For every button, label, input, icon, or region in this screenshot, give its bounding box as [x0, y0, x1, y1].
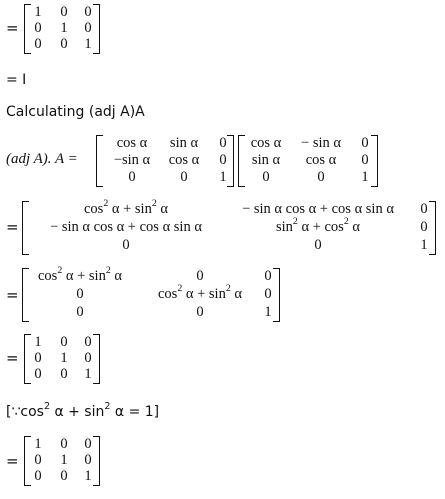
equals-sign: = — [6, 218, 19, 236]
matrix-cell: 0 — [60, 366, 68, 382]
matrix-cell: 0 — [128, 169, 136, 185]
matrix-cell: 0 — [34, 20, 42, 36]
equals-sign: = — [6, 19, 19, 37]
identity-note: [$\because\cos^2$ $\alpha + \sin^2 \alpha = 1$] — [6, 401, 160, 420]
matrix-cell: 1 — [60, 452, 68, 468]
matrix-cell: $\cos^2 \alpha + \sin^2 \alpha$ — [158, 283, 242, 302]
matrix-cell: $\cos^2 \alpha + \sin^2 \alpha$ — [38, 265, 122, 284]
equals-identity: = I — [6, 72, 27, 88]
matrix-cell: 0 — [76, 286, 84, 302]
matrix-cell: 1 — [420, 237, 428, 253]
matrix-cell: 0 — [314, 237, 322, 253]
matrix-cell: 0 — [84, 334, 92, 350]
matrix-cell: $\cos^2 \alpha + \sin^2 \alpha$ — [84, 198, 168, 217]
matrix-cell: cos α — [168, 152, 200, 168]
matrix-cell: 1 — [84, 468, 92, 484]
matrix-cell: 1 — [34, 436, 42, 452]
matrix-cell: 0 — [196, 268, 204, 284]
matrix-cell: 0 — [361, 152, 369, 168]
matrix-cell: 0 — [34, 350, 42, 366]
matrix-cell: 0 — [180, 169, 188, 185]
matrix-cell: 0 — [34, 366, 42, 382]
matrix-cell: 0 — [420, 201, 428, 217]
matrix-cell: 1 — [361, 169, 369, 185]
matrix-cell: −sin α — [113, 152, 151, 168]
matrix-cell: 0 — [34, 468, 42, 484]
a-matrix — [238, 135, 378, 187]
matrix-cell: 0 — [34, 452, 42, 468]
equals-sign: = — [6, 286, 19, 304]
matrix-cell: cos α — [116, 135, 148, 151]
section-heading: Calculating (adj A)A — [6, 104, 145, 120]
matrix-cell: 0 — [84, 4, 92, 20]
simplified-matrix — [22, 265, 280, 322]
matrix-cell: 0 — [60, 436, 68, 452]
matrix-cell: 0 — [122, 237, 130, 253]
matrix-cell: 1 — [34, 4, 42, 20]
equals-sign: = — [6, 452, 19, 470]
matrix-cell: 0 — [60, 4, 68, 20]
matrix-cell: 0 — [84, 452, 92, 468]
matrix-cell: 0 — [361, 135, 369, 151]
matrix-cell: sin α — [169, 135, 199, 151]
matrix-cell: $\sin^2 \alpha + \cos^2 \alpha$ — [276, 216, 360, 235]
identity-matrix-2 — [24, 334, 100, 386]
matrix-cell: 0 — [84, 350, 92, 366]
matrix-cell: 1 — [34, 334, 42, 350]
expanded-matrix — [22, 198, 436, 255]
matrix-cell: 1 — [60, 350, 68, 366]
matrix-cell: 0 — [60, 334, 68, 350]
matrix-cell: 0 — [84, 436, 92, 452]
matrix-cell: sin α — [251, 152, 281, 168]
lhs-label: (adj A). A = — [6, 151, 78, 167]
matrix-cell: − sin α cos α + cos α sin α — [242, 201, 394, 217]
matrix-cell: cos α — [305, 152, 337, 168]
matrix-cell: 0 — [420, 219, 428, 235]
matrix-cell: 0 — [76, 304, 84, 320]
matrix-cell: 0 — [34, 36, 42, 52]
matrix-cell: 0 — [84, 20, 92, 36]
identity-matrix-3 — [24, 436, 100, 488]
identity-matrix-1 — [24, 4, 100, 56]
adj-matrix — [96, 135, 234, 187]
matrix-cell: 1 — [60, 20, 68, 36]
matrix-cell: 0 — [317, 169, 325, 185]
matrix-cell: 1 — [264, 304, 272, 320]
matrix-cell: 0 — [264, 286, 272, 302]
matrix-cell: 0 — [60, 36, 68, 52]
matrix-cell: 1 — [84, 366, 92, 382]
matrix-cell: 0 — [196, 304, 204, 320]
matrix-cell: − sin α — [301, 135, 341, 151]
matrix-cell: 0 — [219, 152, 227, 168]
matrix-cell: 0 — [219, 135, 227, 151]
matrix-cell: 0 — [60, 468, 68, 484]
matrix-cell: 0 — [262, 169, 270, 185]
matrix-cell: − sin α cos α + cos α sin α — [50, 219, 202, 235]
matrix-cell: cos α — [250, 135, 282, 151]
matrix-cell: 1 — [84, 36, 92, 52]
equals-sign: = — [6, 349, 19, 367]
matrix-cell: 1 — [219, 169, 227, 185]
matrix-cell: 0 — [264, 268, 272, 284]
